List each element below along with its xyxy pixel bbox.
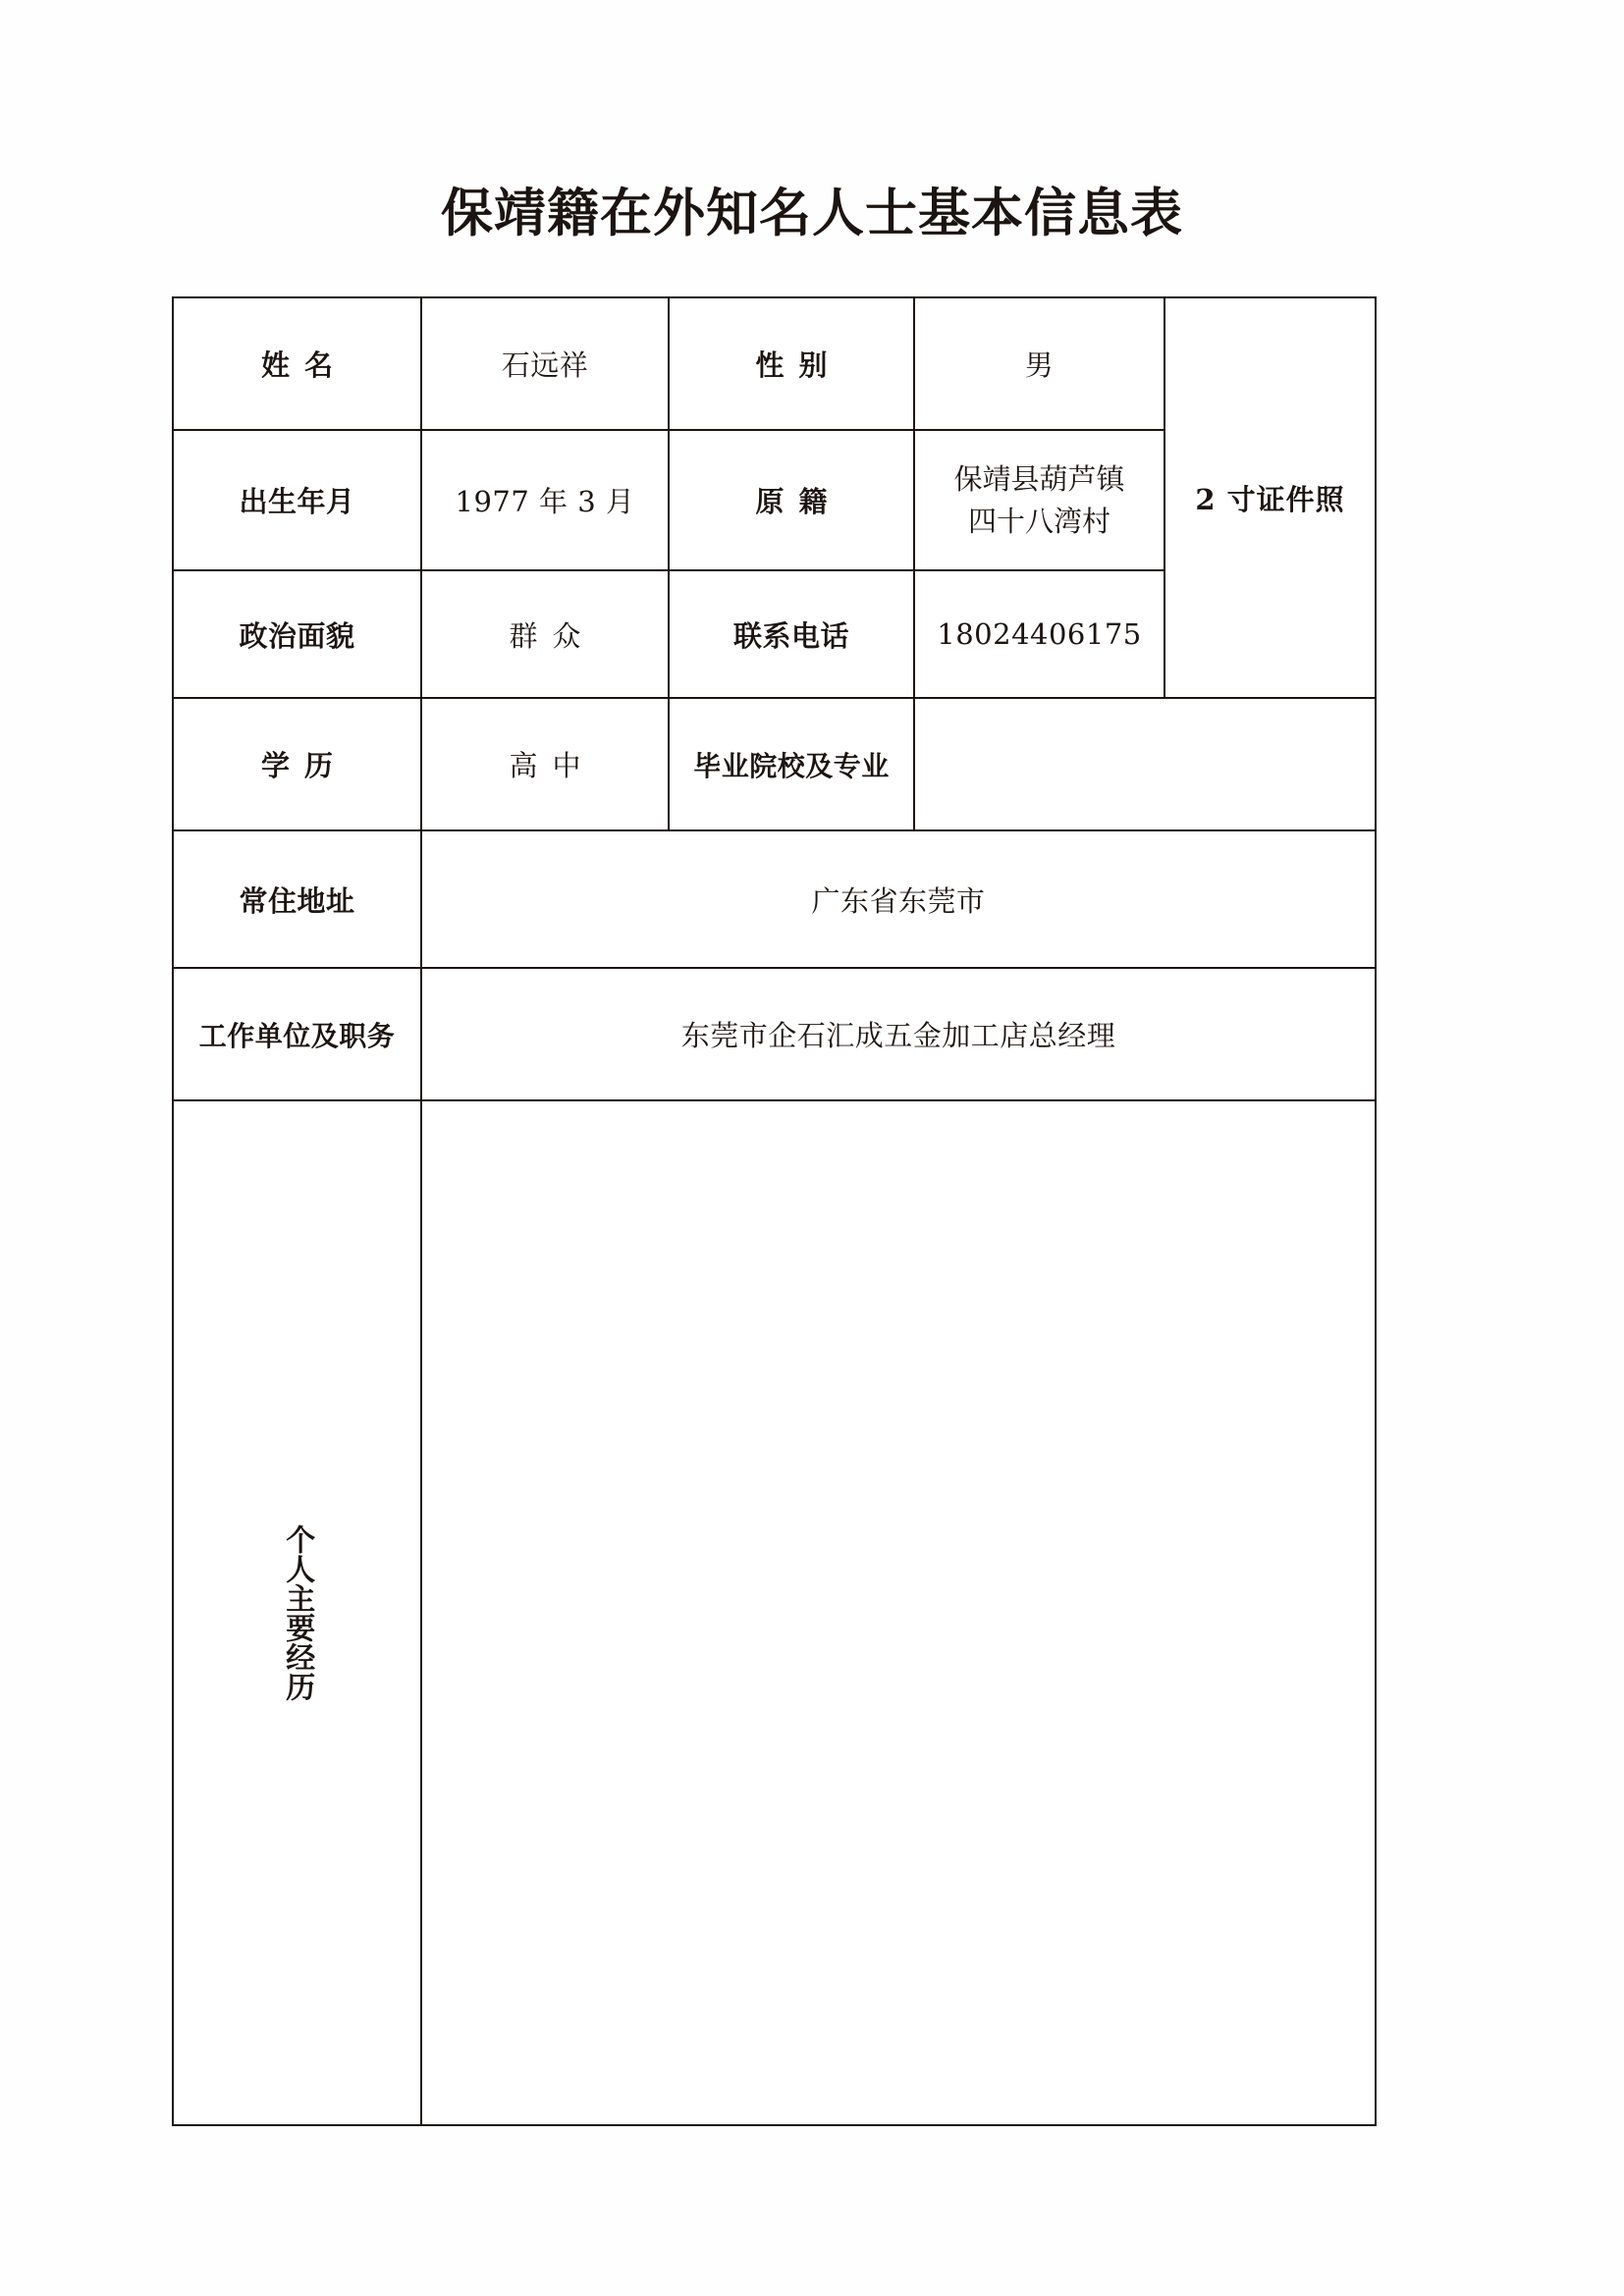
label-origin: 原籍 — [669, 430, 914, 570]
label-personal-experience-cell — [173, 1100, 421, 2125]
value-political-status[interactable]: 群众 — [421, 570, 669, 698]
value-origin[interactable] — [914, 430, 1164, 570]
table-row-name — [173, 297, 1376, 430]
basic-information-table — [172, 296, 1377, 2126]
label-education: 学历 — [173, 698, 421, 830]
page-title: 保靖籍在外知名人士基本信息表 — [441, 183, 1183, 243]
label-phone: 联系电话 — [669, 570, 914, 698]
value-origin-line2: 四十八湾村 — [967, 504, 1110, 538]
value-school-major[interactable] — [914, 698, 1376, 830]
label-birth-date: 出生年月 — [173, 430, 421, 570]
value-personal-experience[interactable] — [421, 1100, 1376, 2125]
value-phone[interactable]: 18024406175 — [914, 570, 1164, 698]
value-birth-date[interactable]: 1977 年 3 月 — [421, 430, 669, 570]
label-political-status: 政治面貌 — [173, 570, 421, 698]
table-row-experience — [173, 1100, 1376, 2125]
value-gender[interactable]: 男 — [914, 297, 1164, 430]
label-name: 姓名 — [173, 297, 421, 430]
value-address[interactable]: 广东省东莞市 — [421, 830, 1376, 968]
value-employer-position[interactable]: 东莞市企石汇成五金加工店总经理 — [421, 968, 1376, 1100]
table-row-education — [173, 698, 1376, 830]
table-row-address — [173, 830, 1376, 968]
label-gender: 性别 — [669, 297, 914, 430]
label-employer-position: 工作单位及职务 — [173, 968, 421, 1100]
value-education[interactable]: 高中 — [421, 698, 669, 830]
label-address: 常住地址 — [173, 830, 421, 968]
value-origin-line1: 保靖县葫芦镇 — [953, 462, 1125, 497]
table-row-employer — [173, 968, 1376, 1100]
label-personal-experience: 个人主要经历 — [280, 1524, 315, 1701]
photo-placeholder-cell[interactable]: 2 寸证件照 — [1164, 297, 1376, 698]
vertical-label-wrap — [174, 1101, 420, 2124]
label-school-major: 毕业院校及专业 — [669, 698, 914, 830]
value-name[interactable]: 石远祥 — [421, 297, 669, 430]
